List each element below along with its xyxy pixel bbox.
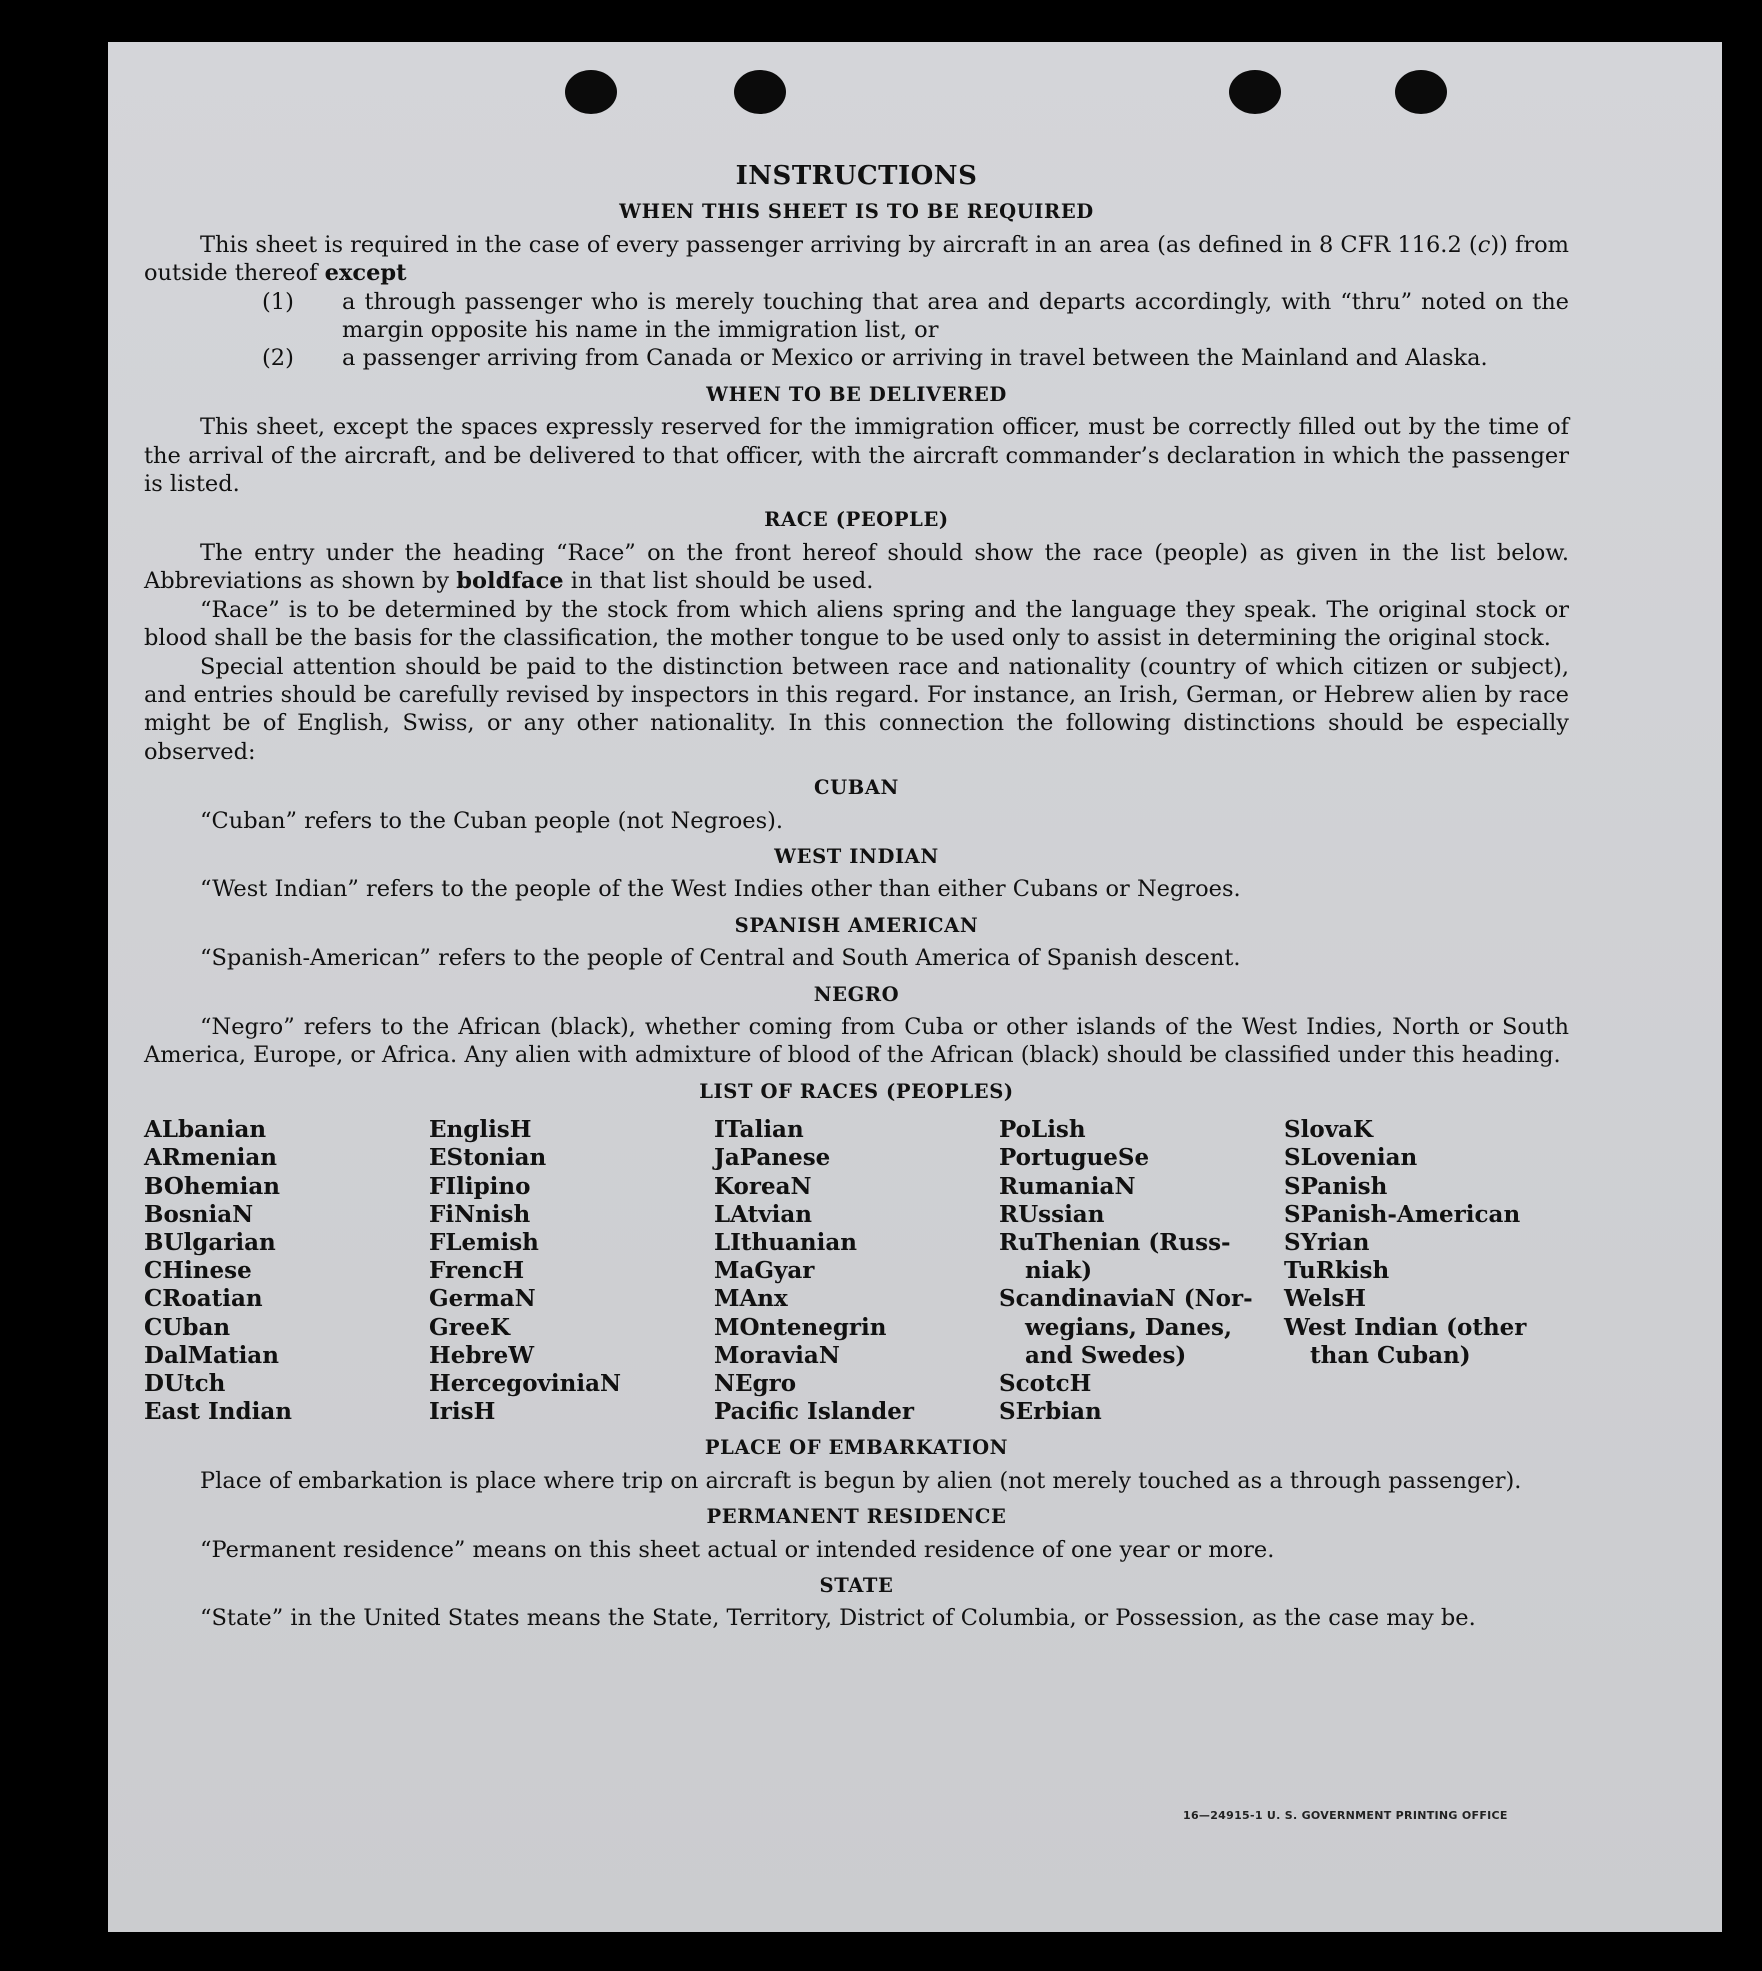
state-text: “State” in the United States means the State, Territory, District of Columbia, or Possession, as the case may be. <box>200 1605 1476 1632</box>
race-entry: DalMatian <box>144 1341 279 1369</box>
race-column-5 <box>1284 1116 1569 1426</box>
instruction-sheet <box>108 42 1722 1932</box>
race-entry: than Cuban) <box>1310 1341 1471 1369</box>
race-paragraph-2: “Race” is to be determined by the stock from which aliens spring and the language they speak. The original stock or blood shall be the basis for the classification, the mother tongue to be used only to assist in determining the original stock. <box>144 596 1569 652</box>
race-paragraph-1: The entry under the heading “Race” on the front hereof should show the race (people) as given in the list below. Abbreviations as shown by boldface in that list should be used. <box>144 539 1569 595</box>
heading-embarkation: PLACE OF EMBARKATION <box>704 1436 1009 1460</box>
race-entry: LAtvian <box>714 1200 812 1228</box>
race-entry: MAnx <box>714 1285 788 1313</box>
race-entry: RuThenian (Russ- <box>999 1229 1231 1256</box>
race-entry: EStonian <box>429 1144 547 1172</box>
west-indian-text: “West Indian” refers to the people of the West Indies other than either Cubans or Negroes. <box>200 876 1241 903</box>
race-entry: ScandinaviaN (Nor- <box>999 1285 1253 1313</box>
race-entry: WelsH <box>1284 1285 1367 1313</box>
heading-permanent-residence: PERMANENT RESIDENCE <box>706 1505 1007 1529</box>
race-column-3 <box>714 1116 999 1426</box>
heading-west-indian: WEST INDIAN <box>774 844 939 868</box>
race-entry: ITalian <box>714 1116 804 1144</box>
race-entry: SYrian <box>1284 1229 1370 1256</box>
race-entry: KoreaN <box>714 1172 812 1200</box>
race-entry: RUssian <box>999 1200 1105 1228</box>
required-intro: This sheet is required in the case of every passenger arriving by aircraft in an area (as defined in 8 CFR 116.2 (c)) from outside thereof except <box>144 231 1569 287</box>
race-entry: ALbanian <box>144 1116 267 1144</box>
heading-list-of-races: LIST OF RACES (PEOPLES) <box>699 1079 1014 1103</box>
spanish-american-text: “Spanish-American” refers to the people of Central and South America of Spanish descent. <box>200 945 1241 972</box>
race-entry: CHinese <box>144 1257 252 1285</box>
punch-hole-1 <box>565 70 617 114</box>
residence-text: “Permanent residence” means on this sheet actual or intended residence of one year or more. <box>200 1536 1275 1563</box>
race-entry: SErbian <box>999 1398 1102 1426</box>
race-entry: EnglisH <box>429 1116 532 1144</box>
race-entry: ScotcH <box>999 1370 1092 1398</box>
race-entry: GermaN <box>429 1285 536 1313</box>
cuban-text: “Cuban” refers to the Cuban people (not Negroes). <box>200 807 784 834</box>
race-entry: FLemish <box>429 1229 539 1256</box>
race-entry: East Indian <box>144 1398 292 1426</box>
negro-text: “Negro” refers to the African (black), whether coming from Cuba or other islands of the West Indies, North or South America, Europe, or Africa. Any alien with admixture of blood of the African (black) should be classified under this heading. <box>144 1013 1569 1069</box>
race-entry: niak) <box>1025 1257 1093 1285</box>
printing-office-imprint: 16—24915-1 U. S. GOVERNMENT PRINTING OFFICE <box>1183 1809 1508 1822</box>
exception-item-2: (2) a passenger arriving from Canada or Mexico or arriving in travel between the Mainland and Alaska. <box>262 345 1488 372</box>
race-entry: SlovaK <box>1284 1116 1373 1144</box>
heading-when-delivered: WHEN TO BE DELIVERED <box>706 382 1007 406</box>
race-entry: West Indian (other <box>1284 1313 1527 1341</box>
race-list <box>144 1116 1569 1426</box>
page-title: INSTRUCTIONS <box>735 161 978 191</box>
race-entry: SPanish-American <box>1284 1200 1521 1228</box>
race-entry: FIlipino <box>429 1172 531 1200</box>
punch-hole-3 <box>1229 70 1281 114</box>
race-entry: TuRkish <box>1284 1257 1390 1285</box>
race-column-2 <box>429 1116 714 1426</box>
heading-negro: NEGRO <box>813 982 900 1006</box>
race-entry: CRoatian <box>144 1285 263 1313</box>
race-paragraph-3: Special attention should be paid to the distinction between race and nationality (country of which citizen or subject), and entries should be carefully revised by inspectors in this regard. For instance, an Irish, German, or Hebrew alien by race might be of English, Swiss, or any other nationality. In this connection the following distinctions should be especially observed: <box>144 653 1569 765</box>
race-entry: LIthuanian <box>714 1229 857 1256</box>
race-entry: FiNnish <box>429 1200 531 1228</box>
heading-spanish-american: SPANISH AMERICAN <box>734 913 979 937</box>
race-column-4 <box>999 1116 1284 1426</box>
delivered-text: This sheet, except the spaces expressly reserved for the immigration officer, must be correctly filled out by the time of the arrival of the aircraft, and be delivered to that officer, with the aircraft commander’s declaration in which the passenger is listed. <box>144 414 1569 498</box>
race-entry: PortugueSe <box>999 1144 1150 1172</box>
race-entry: HebreW <box>429 1341 535 1369</box>
race-entry: NEgro <box>714 1370 797 1398</box>
race-entry: BOhemian <box>144 1172 280 1200</box>
race-entry: MOntenegrin <box>714 1313 887 1341</box>
punch-hole-2 <box>734 70 786 114</box>
race-entry: RumaniaN <box>999 1172 1136 1200</box>
race-entry: FrencH <box>429 1257 525 1285</box>
document-body <box>144 162 1569 1633</box>
race-entry: MaGyar <box>714 1257 815 1285</box>
heading-cuban: CUBAN <box>814 776 899 800</box>
punch-hole-4 <box>1395 70 1447 114</box>
heading-race: RACE (PEOPLE) <box>764 508 949 532</box>
race-entry: DUtch <box>144 1370 226 1398</box>
heading-when-required: WHEN THIS SHEET IS TO BE REQUIRED <box>619 200 1094 224</box>
race-entry: BUlgarian <box>144 1229 276 1256</box>
race-entry: IrisH <box>429 1398 496 1426</box>
race-entry: MoraviaN <box>714 1341 840 1369</box>
embarkation-text: Place of embarkation is place where trip on aircraft is begun by alien (not merely touched as a through passenger). <box>200 1467 1522 1494</box>
race-entry: wegians, Danes, <box>1025 1313 1232 1341</box>
race-entry: CUban <box>144 1313 231 1341</box>
heading-state: STATE <box>819 1574 894 1598</box>
race-entry: Pacific Islander <box>714 1398 914 1426</box>
race-entry: HercegoviniaN <box>429 1370 622 1398</box>
race-entry: JaPanese <box>714 1144 831 1172</box>
race-entry: SLovenian <box>1284 1144 1418 1172</box>
exception-item-1: (1) a through passenger who is merely touching that area and departs accordingly, with “thru” noted on the margin opposite his name in the immigration list, or <box>262 288 1569 344</box>
race-entry: GreeK <box>429 1313 511 1341</box>
race-entry: SPanish <box>1284 1172 1388 1200</box>
race-entry: and Swedes) <box>1025 1341 1187 1369</box>
race-entry: ARmenian <box>144 1144 278 1172</box>
race-entry: BosniaN <box>144 1200 254 1228</box>
race-entry: PoLish <box>999 1116 1086 1144</box>
race-column-1 <box>144 1116 429 1426</box>
